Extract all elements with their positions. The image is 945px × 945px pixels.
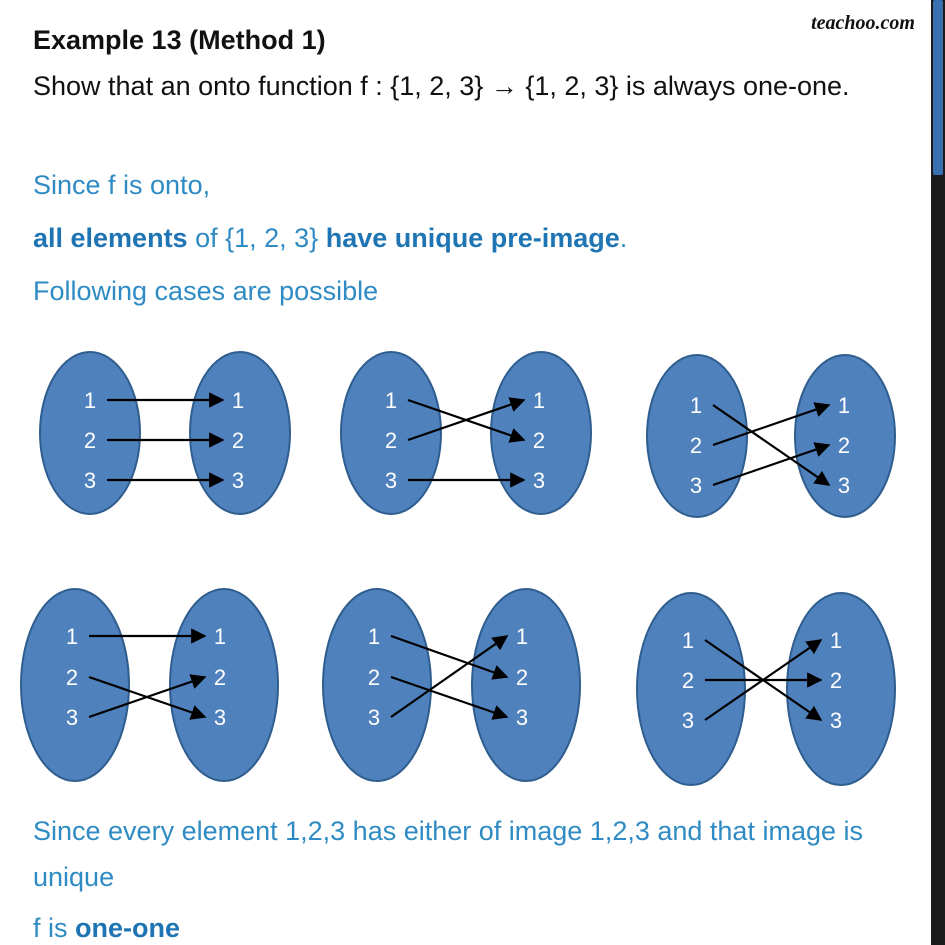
codomain-label: 2 (532, 428, 546, 453)
codomain-label: 2 (837, 433, 851, 458)
codomain-label: 2 (213, 665, 227, 690)
mapping-case-6 (637, 593, 895, 785)
codomain-label: 1 (829, 628, 843, 653)
brand-logo: teachoo.com (811, 12, 915, 34)
codomain-label: 1 (213, 624, 227, 649)
cases-text: Following cases are possible (33, 276, 379, 306)
domain-label: 2 (384, 428, 398, 453)
one-one-text: one-one (75, 913, 181, 943)
mapping-case-5 (323, 589, 580, 781)
mapping-case-2 (341, 352, 591, 514)
domain-label: 1 (83, 388, 97, 413)
all-elements-text: all elements (33, 223, 188, 253)
final-prefix: f is (33, 913, 76, 943)
domain-label: 2 (367, 665, 381, 690)
codomain-label: 2 (829, 668, 843, 693)
conclusion-text: Since every element 1,2,3 has either of image 1,2,3 and that image is unique (33, 816, 863, 892)
domain-label: 3 (681, 708, 695, 733)
since-onto-text: Since f is onto, (33, 170, 211, 200)
codomain-label: 1 (515, 624, 529, 649)
codomain-label: 3 (532, 468, 546, 493)
domain-label: 2 (65, 665, 79, 690)
domain-label: 2 (689, 433, 703, 458)
mapping-case-1 (40, 352, 290, 514)
domain-label: 1 (689, 393, 703, 418)
codomain-label: 1 (837, 393, 851, 418)
final-statement (33, 912, 180, 944)
domain-label: 3 (65, 705, 79, 730)
codomain-label: 2 (515, 665, 529, 690)
codomain-label: 3 (231, 468, 245, 493)
unique-pre-image-text: have unique pre-image (325, 223, 620, 253)
domain-label: 2 (83, 428, 97, 453)
domain-label: 2 (681, 668, 695, 693)
codomain-label: 2 (231, 428, 245, 453)
codomain-label: 3 (837, 473, 851, 498)
domain-label: 3 (367, 705, 381, 730)
mapping-case-4 (21, 589, 278, 781)
period-text: . (619, 223, 628, 253)
codomain-label: 1 (532, 388, 546, 413)
codomain-label: 3 (213, 705, 227, 730)
domain-label: 1 (65, 624, 79, 649)
codomain-label: 3 (829, 708, 843, 733)
domain-label: 1 (367, 624, 381, 649)
question-text: Show that an onto function f : {1, 2, 3} → {1, 2, 3} is always one-one. (33, 71, 850, 101)
example-heading: Example 13 (Method 1) (33, 25, 326, 55)
domain-label: 3 (83, 468, 97, 493)
codomain-label: 1 (231, 388, 245, 413)
domain-label: 1 (681, 628, 695, 653)
set-text: of {1, 2, 3} (187, 223, 326, 253)
codomain-label: 3 (515, 705, 529, 730)
domain-label: 3 (689, 473, 703, 498)
domain-label: 1 (384, 388, 398, 413)
domain-label: 3 (384, 468, 398, 493)
mapping-case-3 (647, 355, 895, 517)
